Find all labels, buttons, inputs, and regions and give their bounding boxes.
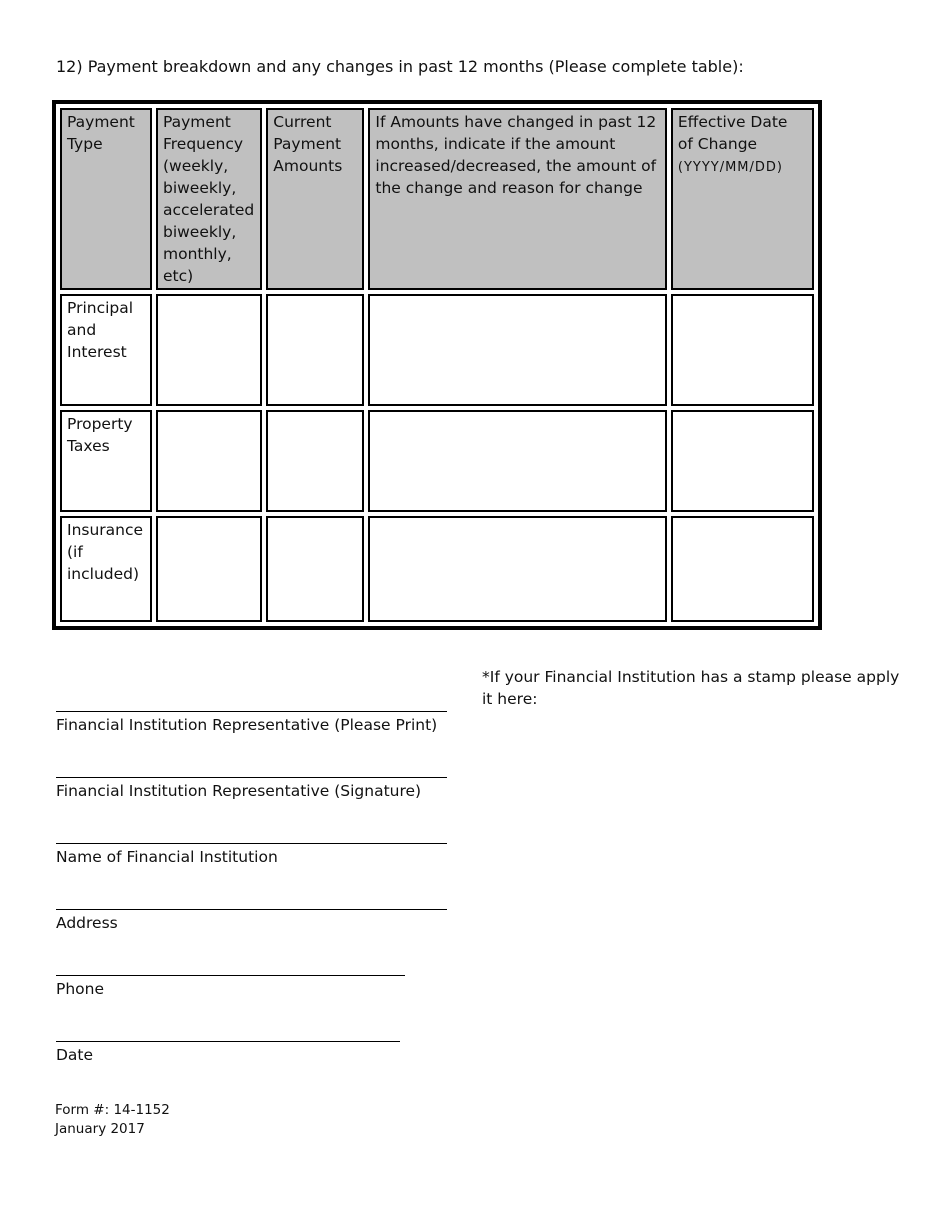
input-cell-change[interactable]: [368, 516, 666, 622]
rep-signature-label: Financial Institution Representative (Signature): [56, 782, 422, 800]
sig-field-rep-signature: [56, 777, 447, 800]
table-row: [60, 516, 814, 622]
sig-field-date: [56, 1041, 400, 1064]
input-cell-change[interactable]: [368, 410, 666, 512]
input-cell-change[interactable]: [368, 294, 666, 406]
date-label: Date: [56, 1046, 94, 1064]
sig-field-institution-name: [56, 843, 447, 866]
payment-table: [52, 100, 822, 630]
input-cell-amount[interactable]: [266, 410, 364, 512]
row-label-property-taxes: Property Taxes: [60, 410, 152, 512]
sig-field-rep-print: [56, 711, 447, 734]
date-line[interactable]: [56, 1041, 400, 1042]
input-cell-date[interactable]: [671, 294, 814, 406]
header-payment-type: Payment Type: [60, 108, 152, 290]
input-cell-frequency[interactable]: [156, 294, 262, 406]
effective-date-label: Effective Date of Change: [677, 113, 788, 153]
phone-line[interactable]: [56, 975, 405, 976]
question-title: 12) Payment breakdown and any changes in past 12 months (Please complete table):: [56, 57, 744, 76]
address-label: Address: [56, 914, 118, 932]
sig-field-phone: [56, 975, 405, 998]
form-date: January 2017: [55, 1121, 145, 1137]
input-cell-date[interactable]: [671, 516, 814, 622]
date-format-hint: (YYYY/MM/DD): [677, 160, 783, 175]
input-cell-amount[interactable]: [266, 516, 364, 622]
institution-name-label: Name of Financial Institution: [56, 848, 278, 866]
header-payment-frequency: Payment Frequency (weekly, biweekly, accelerated biweekly, monthly, etc): [156, 108, 262, 290]
row-label-insurance: Insurance (if included): [60, 516, 152, 622]
sig-field-address: [56, 909, 447, 932]
form-number: Form #: 14-1152: [55, 1102, 170, 1118]
header-current-payment-amounts: Current Payment Amounts: [266, 108, 364, 290]
phone-label: Phone: [56, 980, 105, 998]
institution-name-line[interactable]: [56, 843, 447, 844]
address-line[interactable]: [56, 909, 447, 910]
rep-print-label: Financial Institution Representative (Please Print): [56, 716, 438, 734]
input-cell-date[interactable]: [671, 410, 814, 512]
input-cell-amount[interactable]: [266, 294, 364, 406]
stamp-note: *If your Financial Institution has a stamp please apply it here:: [482, 668, 900, 708]
footer: [55, 1101, 170, 1139]
payment-table-container: [52, 100, 822, 630]
header-amount-changes: If Amounts have changed in past 12 months, indicate if the amount increased/decreased, the amount of the change and reason for change: [368, 108, 666, 290]
input-cell-frequency[interactable]: [156, 410, 262, 512]
rep-signature-line[interactable]: [56, 777, 447, 778]
header-effective-date: [671, 108, 814, 290]
input-cell-frequency[interactable]: [156, 516, 262, 622]
rep-print-line[interactable]: [56, 711, 447, 712]
table-row: [60, 410, 814, 512]
table-row: [60, 294, 814, 406]
row-label-principal-interest: Principal and Interest: [60, 294, 152, 406]
